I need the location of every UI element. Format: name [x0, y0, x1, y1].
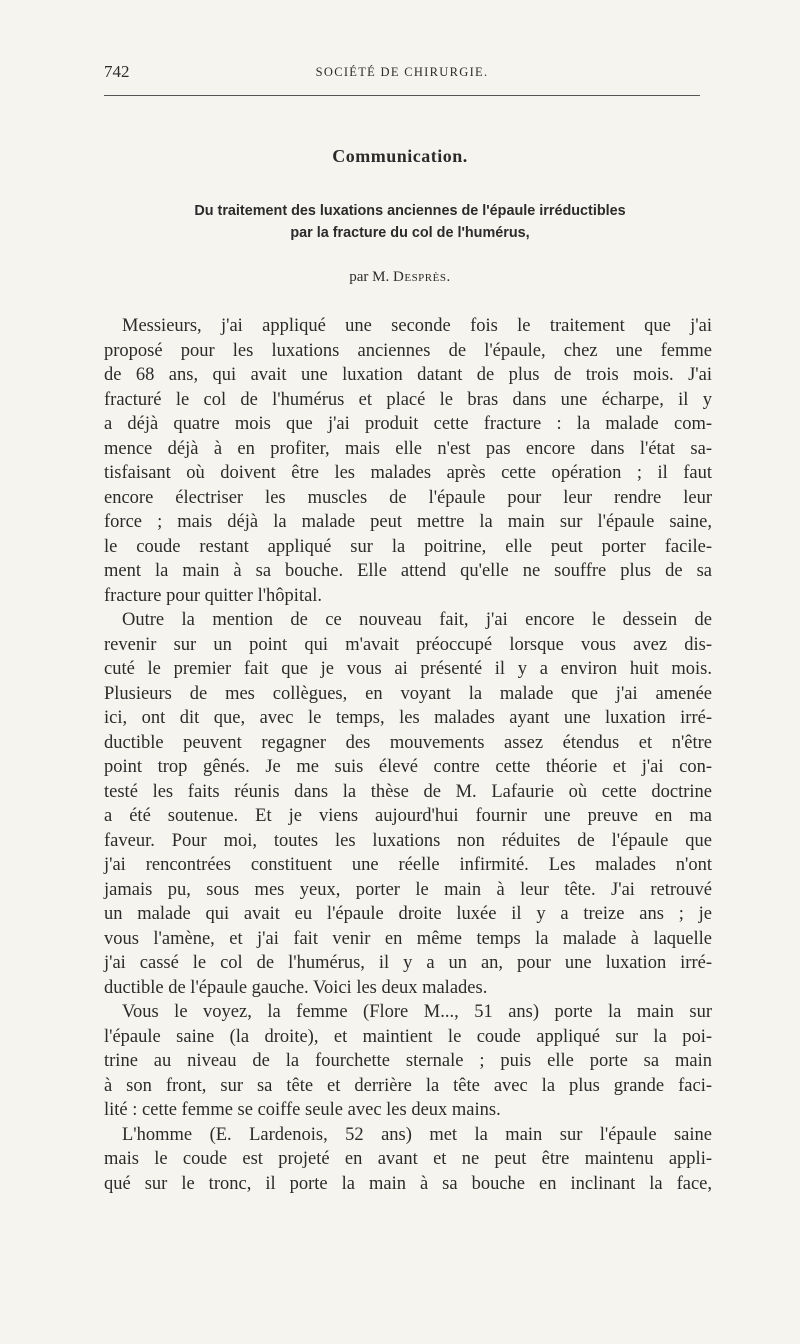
text-line: j'ai rencontrées constituent une réelle infirmité. Les malades n'ont: [104, 855, 712, 875]
text-line: proposé pour les luxations anciennes de l'épaule, chez une femme: [104, 340, 712, 361]
text-line: ductible de l'épaule gauche. Voici les deux malades.: [104, 977, 488, 998]
text-line: fracture pour quitter l'hôpital.: [104, 585, 323, 606]
text-line: faveur. Pour moi, toutes les luxations non réduites de l'épaule que: [104, 830, 712, 851]
text-line: mais le coude est projeté en avant et ne peut être maintenu appli-: [104, 1149, 712, 1169]
text-line: à son front, sur sa tête et derrière la tête avec la plus grande faci-: [104, 1075, 712, 1096]
subtitle-line-1: Du traitement des luxations anciennes de l'épaule irréductibles: [194, 203, 626, 219]
text-line: le coude restant appliqué sur la poitrine, elle peut porter facile-: [104, 536, 712, 557]
author-name: Desprès.: [393, 269, 451, 285]
text-line: un malade qui avait eu l'épaule droite luxée il y a treize ans ; je: [104, 904, 712, 924]
text-line: lité : cette femme se coiffe seule avec les deux mains.: [104, 1100, 501, 1120]
article-subtitle: [120, 200, 700, 244]
text-line: ment la main à sa bouche. Elle attend qu'elle ne souffre plus de sa: [104, 561, 712, 581]
text-line: qué sur le tronc, il porte la main à sa bouche en inclinant la face,: [104, 1173, 712, 1194]
body-text: [104, 314, 712, 1196]
text-line: de 68 ans, qui avait une luxation datant de plus de trois mois. J'ai: [104, 365, 712, 385]
text-line: a été soutenue. Et je viens aujourd'hui fournir une preuve en ma: [104, 806, 712, 826]
text-line: revenir sur un point qui m'avait préoccupé lorsque vous avez dis-: [104, 634, 712, 655]
section-title: Communication.: [332, 146, 468, 166]
text-line: Messieurs, j'ai appliqué une seconde fois le traitement que j'ai: [122, 316, 712, 336]
text-line: a déjà quatre mois que j'ai produit cette fracture : la malade com-: [104, 414, 712, 434]
text-line: l'épaule saine (la droite), et maintient le coude appliqué sur la poi-: [104, 1026, 712, 1047]
text-line: encore électriser les muscles de l'épaule pour leur rendre leur: [104, 487, 712, 508]
text-line: Outre la mention de ce nouveau fait, j'ai encore le dessein de: [122, 610, 712, 630]
text-line: cuté le premier fait que je vous ai présenté il y a environ huit mois.: [104, 659, 712, 679]
author-prefix: par M.: [349, 269, 390, 285]
text-line: tisfaisant où doivent être les malades après cette opération ; il faut: [104, 463, 712, 483]
text-line: force ; mais déjà la malade peut mettre la main sur l'épaule saine,: [104, 512, 712, 532]
text-line: vous l'amène, et j'ai fait venir en même temps la malade à laquelle: [104, 928, 712, 949]
text-line: mence déjà à en profiter, mais elle n'est pas encore dans l'état sa-: [104, 438, 712, 459]
text-line: ductible peuvent regagner des mouvements assez étendus et n'être: [104, 732, 712, 753]
journal-title: SOCIÉTÉ DE CHIRURGIE.: [315, 65, 489, 79]
text-line: ici, ont dit que, avec le temps, les malades ayant une luxation irré-: [104, 708, 712, 728]
text-line: fracturé le col de l'humérus et placé le bras dans une écharpe, il y: [104, 389, 712, 410]
text-line: j'ai cassé le col de l'humérus, il y a un an, pour une luxation irré-: [104, 953, 712, 973]
page-number: 742: [104, 62, 130, 81]
running-head: [104, 62, 700, 86]
text-line: L'homme (E. Lardenois, 52 ans) met la main sur l'épaule saine: [122, 1124, 712, 1145]
subtitle-line-2: par la fracture du col de l'humérus,: [290, 225, 530, 241]
text-line: testé les faits réunis dans la thèse de M. Lafaurie où cette doctrine: [104, 781, 712, 802]
text-line: jamais pu, sous mes yeux, porter le main à leur tête. J'ai retrouvé: [104, 879, 712, 900]
text-line: point trop gênés. Je me suis élevé contre cette théorie et j'ai con-: [104, 757, 712, 777]
text-line: Plusieurs de mes collègues, en voyant la malade que j'ai amenée: [104, 683, 712, 704]
author-line: [0, 269, 800, 286]
text-line: Vous le voyez, la femme (Flore M..., 51 ans) porte la main sur: [122, 1002, 712, 1022]
text-line: trine au niveau de la fourchette sternale ; puis elle porte sa main: [104, 1051, 712, 1071]
header-rule: [104, 95, 700, 96]
